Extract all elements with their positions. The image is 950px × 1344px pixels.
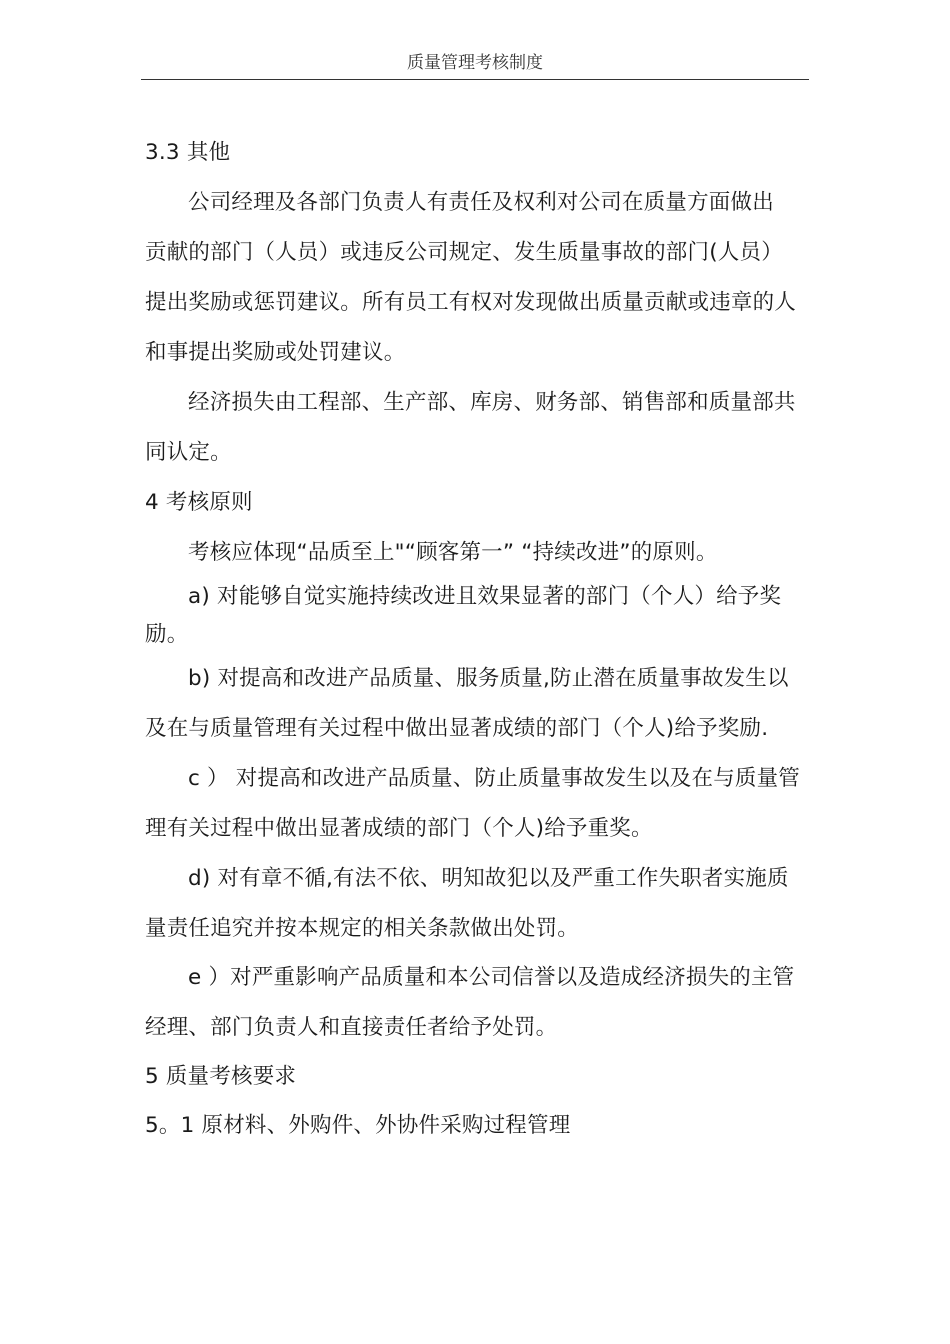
list-item-c-continued: 理有关过程中做出显著成绩的部门（个人)给予重奖。 bbox=[145, 816, 653, 841]
section-heading-4: 4 考核原则 bbox=[145, 490, 253, 515]
paragraph-line: 同认定。 bbox=[145, 440, 232, 465]
list-item-e-continued: 经理、部门负责人和直接责任者给予处罚。 bbox=[145, 1015, 558, 1040]
paragraph-line: 经济损失由工程部、生产部、库房、财务部、销售部和质量部共 bbox=[188, 390, 796, 415]
list-item-b: b) 对提高和改进产品质量、服务质量,防止潜在质量事故发生以 bbox=[188, 666, 789, 691]
list-item-d-continued: 量责任追究并按本规定的相关条款做出处罚。 bbox=[145, 916, 580, 941]
section-heading-5-1: 5。1 原材料、外购件、外协件采购过程管理 bbox=[145, 1113, 571, 1138]
section-heading-5: 5 质量考核要求 bbox=[145, 1064, 297, 1089]
list-item-a: a) 对能够自觉实施持续改进且效果显著的部门（个人）给予奖 bbox=[188, 584, 782, 609]
paragraph-line: 和事提出奖励或处罚建议。 bbox=[145, 340, 406, 365]
page-header bbox=[141, 48, 809, 80]
list-item-a-continued: 励。 bbox=[145, 622, 189, 647]
paragraph-line: 考核应体现“品质至上"“顾客第一” “持续改进”的原则。 bbox=[188, 540, 718, 565]
list-item-b-continued: 及在与质量管理有关过程中做出显著成绩的部门（个人)给予奖励. bbox=[145, 716, 769, 741]
section-heading-3-3: 3.3 其他 bbox=[145, 140, 231, 165]
list-item-c: c ） 对提高和改进产品质量、防止质量事故发生以及在与质量管 bbox=[188, 766, 800, 791]
list-item-e: e ）对严重影响产品质量和本公司信誉以及造成经济损失的主管 bbox=[188, 965, 795, 990]
paragraph-line: 公司经理及各部门负责人有责任及权利对公司在质量方面做出 bbox=[188, 190, 774, 215]
list-item-d: d) 对有章不循,有法不依、明知故犯以及严重工作失职者实施质 bbox=[188, 866, 789, 891]
header-title: 质量管理考核制度 bbox=[407, 53, 543, 73]
paragraph-line: 贡献的部门（人员）或违反公司规定、发生质量事故的部门(人员） bbox=[145, 240, 783, 265]
paragraph-line: 提出奖励或惩罚建议。所有员工有权对发现做出质量贡献或违章的人 bbox=[145, 290, 797, 315]
